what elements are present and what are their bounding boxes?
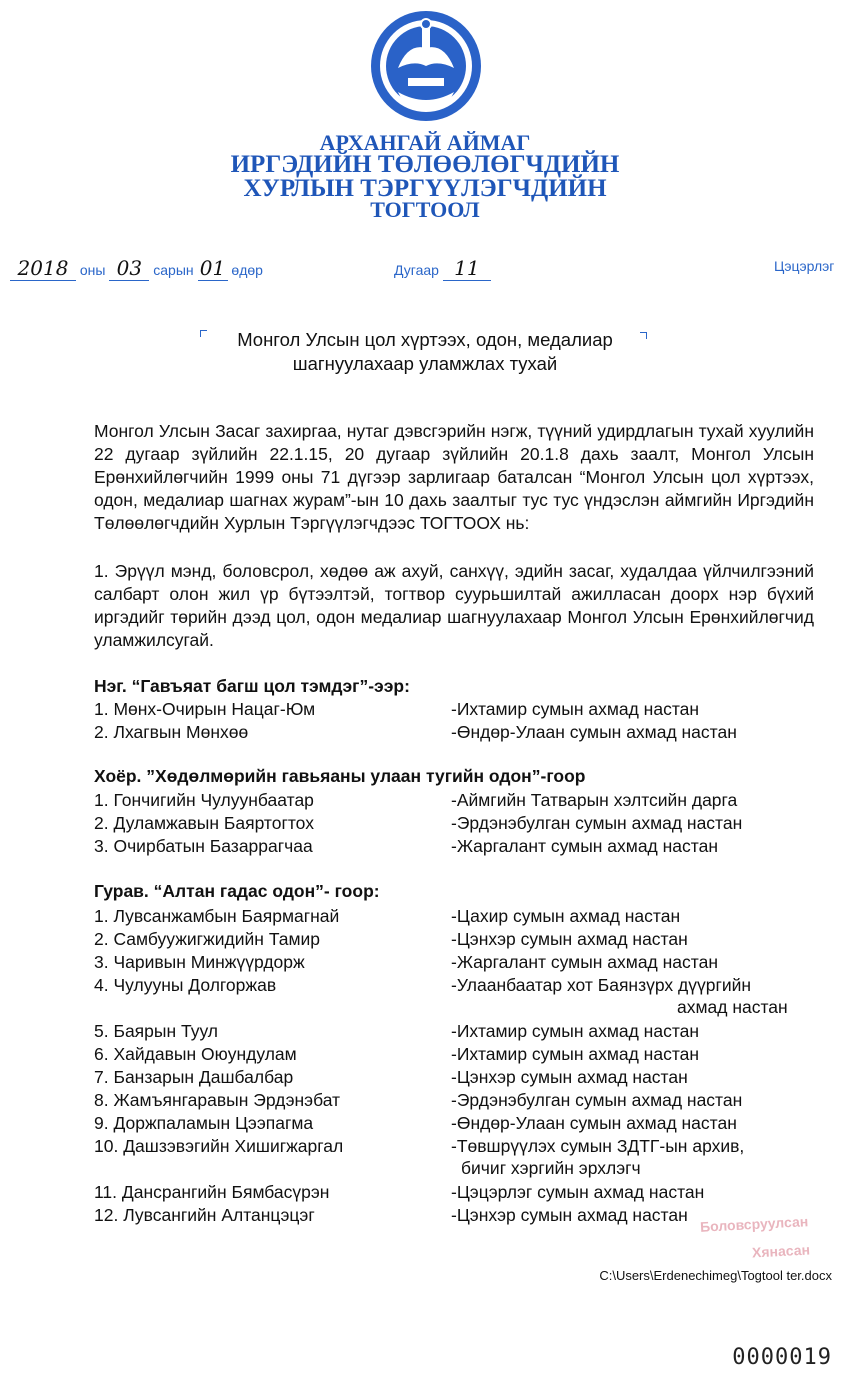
intro-paragraph: [94, 420, 814, 535]
date-line: [10, 256, 263, 281]
day-label: өдөр: [231, 262, 263, 278]
stamp-reviewed: Боловсруулсан: [699, 1213, 809, 1235]
number-line: [394, 256, 491, 281]
date-month: 03: [109, 256, 149, 281]
document-number: 11: [443, 256, 491, 281]
date-year: 2018: [10, 256, 76, 281]
header-aimag: АРХАНГАЙ АЙМАГ: [319, 130, 531, 155]
page-number: 0000019: [732, 1345, 832, 1370]
title-line1: Монгол Улсын цол хүртээх, одон, медалиар: [237, 329, 613, 350]
file-path: C:\Users\Erdenechimeg\Togtool ter.docx: [599, 1268, 832, 1283]
point1-paragraph: [94, 560, 814, 652]
date-day: 01: [198, 256, 228, 281]
month-label: сарын: [153, 262, 194, 278]
year-label: оны: [79, 262, 106, 278]
section-heading: Гурав. “Алтан гадас одон”- гоор:: [94, 881, 380, 901]
header-line2: ИРГЭДИЙН ТӨЛӨӨЛӨГЧДИЙН: [230, 151, 620, 178]
header-line3: ХУРЛЫН ТЭРГҮҮЛЭГЧДИЙН: [243, 175, 607, 202]
place: Цэцэрлэг: [774, 258, 835, 274]
number-label: Дугаар: [394, 262, 439, 278]
section-heading: Хоёр. ”Хөдөлмөрийн гавьяаны улаан тугийн одон”-гоор: [94, 766, 586, 786]
stamp-checked: Хянасан: [751, 1241, 811, 1261]
header-togtool: ТОГТООЛ: [370, 197, 480, 222]
intro-text: Монгол Улсын Засаг захиргаа, нутаг дэвсгэрийн нэгж, түүний удирдлагын тухай хуулийн 22 дугаар зүйлийн 22.1.15, 20 дугаар зүйлийн 20.1.8 дахь заалт, Монгол Улсын Ерөнхийлөгчийн 1999 оны 71 дүгээр зарлигаар баталсан “Монгол Улсын цол хүртээх, одон, медалиар шагнах журам”-ын 10 дахь заалтыг тус тус үндэслэн аймгийн Иргэдийн Төлөөлөгчдийн Хурлын Тэргүүлэгчдээс ТОГТООХ нь:: [94, 421, 814, 533]
state-emblem-icon: [368, 8, 484, 124]
title-line2: шагнуулахаар уламжлах тухай: [292, 353, 558, 374]
section-heading: Нэг. “Гавъяат багш цол тэмдэг”-ээр:: [94, 676, 410, 696]
point1-text: 1. Эрүүл мэнд, боловсрол, хөдөө аж ахуй, санхүү, эдийн засаг, худалдаа үйлчилгээний салбарт олон жил үр бүтээлтэй, тогтвор суурьшилтай ажилласан доорх нэр бүхий иргэдийг төрийн дээд цол, одон медалиар шагнуулахаар Монгол Улсын Ерөнхийлөгчид уламжилсугай.: [94, 561, 814, 650]
